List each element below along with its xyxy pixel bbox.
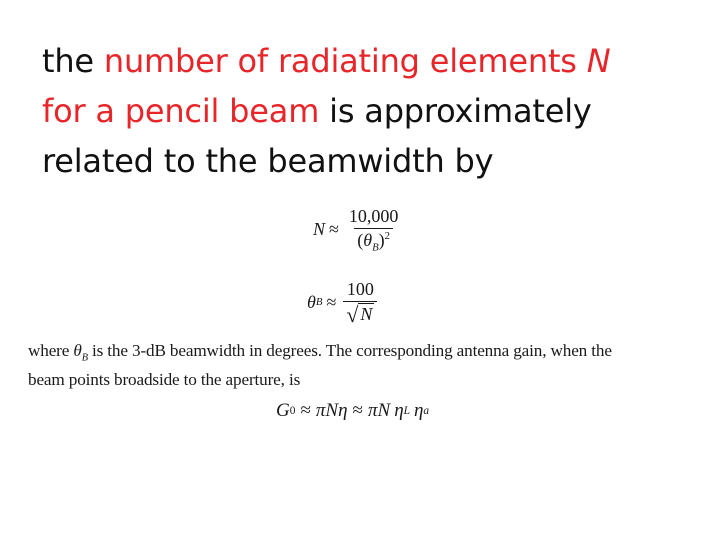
title-line-3: related to the beamwidth by (42, 142, 494, 180)
sqrt-symbol: √ (346, 302, 359, 327)
subscript: B (81, 352, 88, 364)
radicand: N (360, 304, 373, 324)
paragraph-line-2: beam points broadside to the aperture, is (28, 370, 301, 390)
approx-sign: ≈ (326, 291, 337, 312)
approx-sign: ≈ (329, 219, 339, 240)
subscript: B (372, 241, 379, 254)
title-line-1 (42, 36, 702, 86)
theta-symbol: θ (73, 341, 82, 360)
variable-n: N (377, 400, 391, 421)
text: where (28, 341, 74, 360)
highlight-text: for a pencil beam (42, 92, 320, 130)
equation-beamwidth (307, 279, 377, 325)
approx-sign: ≈ (352, 400, 363, 421)
slide-title (42, 36, 702, 186)
theta-symbol: θ (363, 230, 373, 250)
variable-n: N (586, 42, 611, 80)
subscript: a (423, 405, 430, 417)
theta-symbol: θ (307, 291, 316, 312)
superscript: 2 (384, 230, 391, 242)
eta-symbol: η (394, 400, 404, 421)
highlight-text: number of radiating elements (103, 42, 587, 80)
variable-n: N (325, 400, 339, 421)
paren: ( (357, 230, 364, 250)
equation-elements-count (313, 206, 401, 254)
explanation-paragraph (28, 340, 698, 391)
eta-symbol: η (338, 400, 348, 421)
pi-symbol: π (367, 400, 378, 421)
fraction (346, 206, 402, 254)
subscript: 0 (289, 405, 296, 417)
approx-sign: ≈ (300, 400, 311, 421)
eq-lhs: N (313, 219, 326, 240)
title-text: is approximately (319, 92, 592, 130)
subscript: B (315, 296, 323, 308)
numerator: 10,000 (348, 206, 399, 226)
fraction (343, 279, 377, 325)
text: is the 3-dB beamwidth in degrees. The corresponding antenna gain, when the (87, 341, 612, 360)
denominator (354, 228, 393, 254)
denominator (343, 301, 377, 325)
title-line-2 (42, 86, 702, 136)
gain-symbol: G (276, 400, 290, 421)
title-text: the (42, 42, 104, 80)
paren: ) (378, 230, 385, 250)
eta-symbol: η (413, 400, 424, 421)
subscript: L (403, 405, 410, 417)
paragraph-line-1 (28, 340, 698, 369)
equation-gain (276, 400, 429, 422)
numerator: 100 (346, 279, 374, 299)
pi-symbol: π (315, 400, 326, 421)
